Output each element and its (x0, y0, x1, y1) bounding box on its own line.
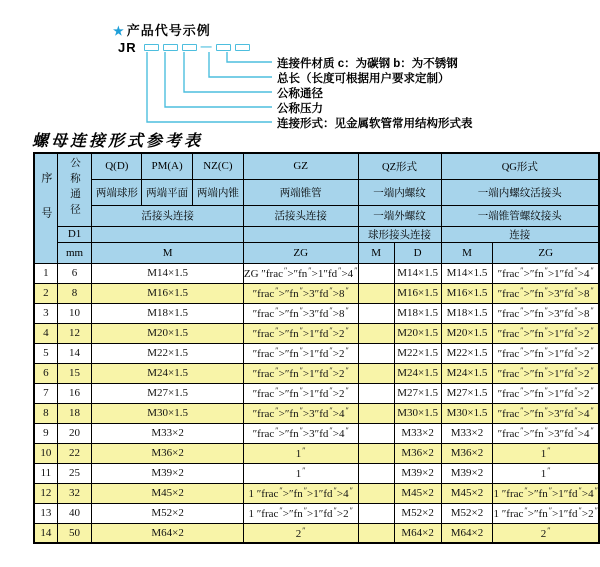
cell-qg-zg: ″frac″>″fn″>3″fd″>8″ (493, 283, 599, 303)
cell-mm: 25 (57, 463, 92, 483)
cell-qg-m: M52×2 (441, 503, 493, 523)
header-union-connect: 活接头连接 (92, 205, 244, 226)
label-total-length: 总长（长度可根据用户要求定制） (277, 73, 450, 85)
cell-qz-m (358, 303, 394, 323)
header-zg2: ZG (493, 242, 599, 263)
header-qd: Q(D) (92, 153, 142, 179)
table-row (34, 343, 599, 363)
cell-qg-m: M27×1.5 (441, 383, 493, 403)
cell-index: 10 (34, 443, 57, 463)
cell-qg-m: M45×2 (441, 483, 493, 503)
cell-m-thread: M30×1.5 (92, 403, 244, 423)
cell-qz-m (358, 283, 394, 303)
code-box-2 (163, 44, 178, 51)
table-row (34, 463, 599, 483)
cell-qz-m (358, 263, 394, 283)
cell-qg-zg: ″frac″>″fn″>1″fd″>2″ (493, 383, 599, 403)
cell-qg-zg: ″frac″>″fn″>3″fd″>4″ (493, 403, 599, 423)
header-qz-desc1: 一端内螺纹 (358, 179, 441, 205)
table-row (34, 443, 599, 463)
cell-zg-thread: 1″ (243, 443, 358, 463)
code-box-1 (144, 44, 159, 51)
cell-index: 6 (34, 363, 57, 383)
cell-zg-thread: 2″ (243, 523, 358, 543)
code-box-4 (216, 44, 231, 51)
cell-qg-m: M14×1.5 (441, 263, 493, 283)
cell-qg-m: M18×1.5 (441, 303, 493, 323)
cell-qg-m: M30×1.5 (441, 403, 493, 423)
cell-zg-thread: ″frac″>″fn″>1″fd″>2″ (243, 363, 358, 383)
code-box-5 (235, 44, 250, 51)
cell-qg-m: M36×2 (441, 443, 493, 463)
cell-qz-m (358, 343, 394, 363)
cell-index: 12 (34, 483, 57, 503)
cell-m-thread: M45×2 (92, 483, 244, 503)
header-m1: M (92, 242, 244, 263)
cell-qz-m (358, 463, 394, 483)
header-nzc-desc: 两端内锥 (192, 179, 243, 205)
cell-qz-d: M22×1.5 (394, 343, 441, 363)
cell-m-thread: M33×2 (92, 423, 244, 443)
cell-qz-d: M36×2 (394, 443, 441, 463)
cell-qz-d: M24×1.5 (394, 363, 441, 383)
table-row (34, 283, 599, 303)
header-m2: M (358, 242, 394, 263)
header-qg-desc1: 一端内螺纹活接头 (441, 179, 599, 205)
cell-qz-d: M45×2 (394, 483, 441, 503)
cell-qz-d: M20×1.5 (394, 323, 441, 343)
cell-qg-m: M24×1.5 (441, 363, 493, 383)
cell-qg-zg: ″frac″>″fn″>3″fd″>4″ (493, 423, 599, 443)
header-m3: M (441, 242, 493, 263)
cell-qz-d: M39×2 (394, 463, 441, 483)
table-row (34, 523, 599, 543)
cell-qz-m (358, 483, 394, 503)
diagram-title (113, 20, 211, 39)
header-diameter: 公称通径 (57, 153, 92, 226)
header-nzc: NZ(C) (192, 153, 243, 179)
cell-zg-thread: ″frac″>″fn″>1″fd″>2″ (243, 383, 358, 403)
cell-qz-d: M16×1.5 (394, 283, 441, 303)
cell-qg-m: M20×1.5 (441, 323, 493, 343)
table-row (34, 483, 599, 503)
cell-qg-zg: ″frac″>″fn″>3″fd″>8″ (493, 303, 599, 323)
table-title: 螺母连接形式参考表 (32, 133, 204, 150)
header-d1: D1 (57, 226, 92, 242)
cell-mm: 15 (57, 363, 92, 383)
cell-zg-thread: ″frac″>″fn″>1″fd″>2″ (243, 343, 358, 363)
cell-mm: 32 (57, 483, 92, 503)
code-dash: — (200, 41, 212, 53)
cell-zg-thread: ″frac″>″fn″>1″fd″>2″ (243, 323, 358, 343)
cell-qg-zg: 1″ (493, 443, 599, 463)
cell-zg-thread: ″frac″>″fn″>3″fd″>4″ (243, 423, 358, 443)
product-code-prefix: JR (118, 40, 137, 55)
cell-index: 4 (34, 323, 57, 343)
cell-qz-m (358, 323, 394, 343)
cell-qz-m (358, 503, 394, 523)
header-zg1: ZG (243, 242, 358, 263)
diagram-title-text: 产品代号示例 (126, 23, 211, 38)
header-qg-desc2: 一端锥管螺纹接头 (441, 205, 599, 226)
table-row (34, 383, 599, 403)
cell-index: 13 (34, 503, 57, 523)
cell-mm: 22 (57, 443, 92, 463)
header-pma: PM(A) (142, 153, 193, 179)
cell-mm: 10 (57, 303, 92, 323)
cell-qg-zg: ″frac″>″fn″>1″fd″>4″ (493, 263, 599, 283)
header-qg-form: QG形式 (441, 153, 599, 179)
cell-qz-m (358, 423, 394, 443)
table-row (34, 263, 599, 283)
header-qg-connect: 连接 (441, 226, 599, 242)
cell-m-thread: M36×2 (92, 443, 244, 463)
cell-mm: 16 (57, 383, 92, 403)
cell-zg-thread: ″frac″>″fn″>3″fd″>4″ (243, 403, 358, 423)
table-row (34, 363, 599, 383)
cell-mm: 50 (57, 523, 92, 543)
header-pma-desc: 两端平面 (142, 179, 193, 205)
cell-qg-zg: 1 ″frac″>″fn″>1″fd″>4″ (493, 483, 599, 503)
cell-index: 3 (34, 303, 57, 323)
table-header (34, 153, 599, 263)
cell-qg-m: M39×2 (441, 463, 493, 483)
header-gz: GZ (243, 153, 358, 179)
header-gz-desc: 两端锥管 (243, 179, 358, 205)
header-empty-1 (92, 226, 244, 242)
cell-m-thread: M14×1.5 (92, 263, 244, 283)
cell-m-thread: M39×2 (92, 463, 244, 483)
cell-index: 8 (34, 403, 57, 423)
cell-qz-d: M27×1.5 (394, 383, 441, 403)
header-qz-connect: 球形接头连接 (358, 226, 441, 242)
cell-qz-d: M33×2 (394, 423, 441, 443)
cell-mm: 18 (57, 403, 92, 423)
cell-qz-d: M18×1.5 (394, 303, 441, 323)
header-qz-desc2: 一端外螺纹 (358, 205, 441, 226)
cell-qz-d: M14×1.5 (394, 263, 441, 283)
cell-m-thread: M27×1.5 (92, 383, 244, 403)
cell-m-thread: M22×1.5 (92, 343, 244, 363)
cell-index: 9 (34, 423, 57, 443)
cell-index: 14 (34, 523, 57, 543)
cell-zg-thread: ″frac″>″fn″>3″fd″>8″ (243, 303, 358, 323)
star-icon: ★ (113, 24, 125, 38)
cell-qg-zg: ″frac″>″fn″>1″fd″>2″ (493, 343, 599, 363)
cell-zg-thread: 1 ″frac″>″fn″>1″fd″>2″ (243, 503, 358, 523)
header-d: D (394, 242, 441, 263)
header-qd-desc: 两端球形 (92, 179, 142, 205)
cell-m-thread: M52×2 (92, 503, 244, 523)
table-body (34, 263, 599, 543)
cell-zg-thread: ZG ″frac″>″fn″>1″fd″>4″ (243, 263, 358, 283)
cell-qg-m: M33×2 (441, 423, 493, 443)
table-row (34, 503, 599, 523)
cell-qg-m: M22×1.5 (441, 343, 493, 363)
product-code-row (118, 40, 250, 55)
header-gz-union-connect: 活接头连接 (243, 205, 358, 226)
cell-qz-m (358, 443, 394, 463)
cell-qg-zg: 1 ″frac″>″fn″>1″fd″>2″ (493, 503, 599, 523)
cell-qz-d: M52×2 (394, 503, 441, 523)
cell-mm: 40 (57, 503, 92, 523)
table-row (34, 323, 599, 343)
cell-mm: 12 (57, 323, 92, 343)
cell-m-thread: M24×1.5 (92, 363, 244, 383)
cell-m-thread: M18×1.5 (92, 303, 244, 323)
cell-m-thread: M64×2 (92, 523, 244, 543)
cell-qg-m: M64×2 (441, 523, 493, 543)
cell-index: 5 (34, 343, 57, 363)
cell-m-thread: M20×1.5 (92, 323, 244, 343)
cell-qz-m (358, 523, 394, 543)
table-row (34, 423, 599, 443)
cell-index: 2 (34, 283, 57, 303)
label-connection-form: 连接形式：见金属软管常用结构形式表 (277, 118, 473, 130)
cell-index: 1 (34, 263, 57, 283)
cell-index: 11 (34, 463, 57, 483)
cell-index: 7 (34, 383, 57, 403)
cell-mm: 20 (57, 423, 92, 443)
cell-qg-zg: ″frac″>″fn″>1″fd″>2″ (493, 363, 599, 383)
cell-qz-m (358, 403, 394, 423)
cell-zg-thread: 1 ″frac″>″fn″>1″fd″>4″ (243, 483, 358, 503)
label-material: 连接件材质 c：为碳钢 b：为不锈钢 (277, 58, 458, 70)
cell-qg-zg: ″frac″>″fn″>1″fd″>2″ (493, 323, 599, 343)
label-nominal-pressure: 公称压力 (277, 103, 323, 115)
header-qz-form: QZ形式 (358, 153, 441, 179)
cell-m-thread: M16×1.5 (92, 283, 244, 303)
cell-qg-zg: 2″ (493, 523, 599, 543)
table-row (34, 403, 599, 423)
nut-connection-reference-table (33, 152, 600, 544)
cell-mm: 14 (57, 343, 92, 363)
cell-qz-d: M64×2 (394, 523, 441, 543)
table-row (34, 303, 599, 323)
code-box-3 (182, 44, 197, 51)
cell-qg-zg: 1″ (493, 463, 599, 483)
label-nominal-diameter: 公称通径 (277, 88, 323, 100)
cell-mm: 8 (57, 283, 92, 303)
cell-qz-m (358, 363, 394, 383)
cell-qz-d: M30×1.5 (394, 403, 441, 423)
header-index: 序号 (34, 153, 57, 263)
header-mm: mm (57, 242, 92, 263)
cell-qg-m: M16×1.5 (441, 283, 493, 303)
cell-zg-thread: 1″ (243, 463, 358, 483)
cell-qz-m (358, 383, 394, 403)
cell-mm: 6 (57, 263, 92, 283)
header-empty-2 (243, 226, 358, 242)
cell-zg-thread: ″frac″>″fn″>3″fd″>8″ (243, 283, 358, 303)
